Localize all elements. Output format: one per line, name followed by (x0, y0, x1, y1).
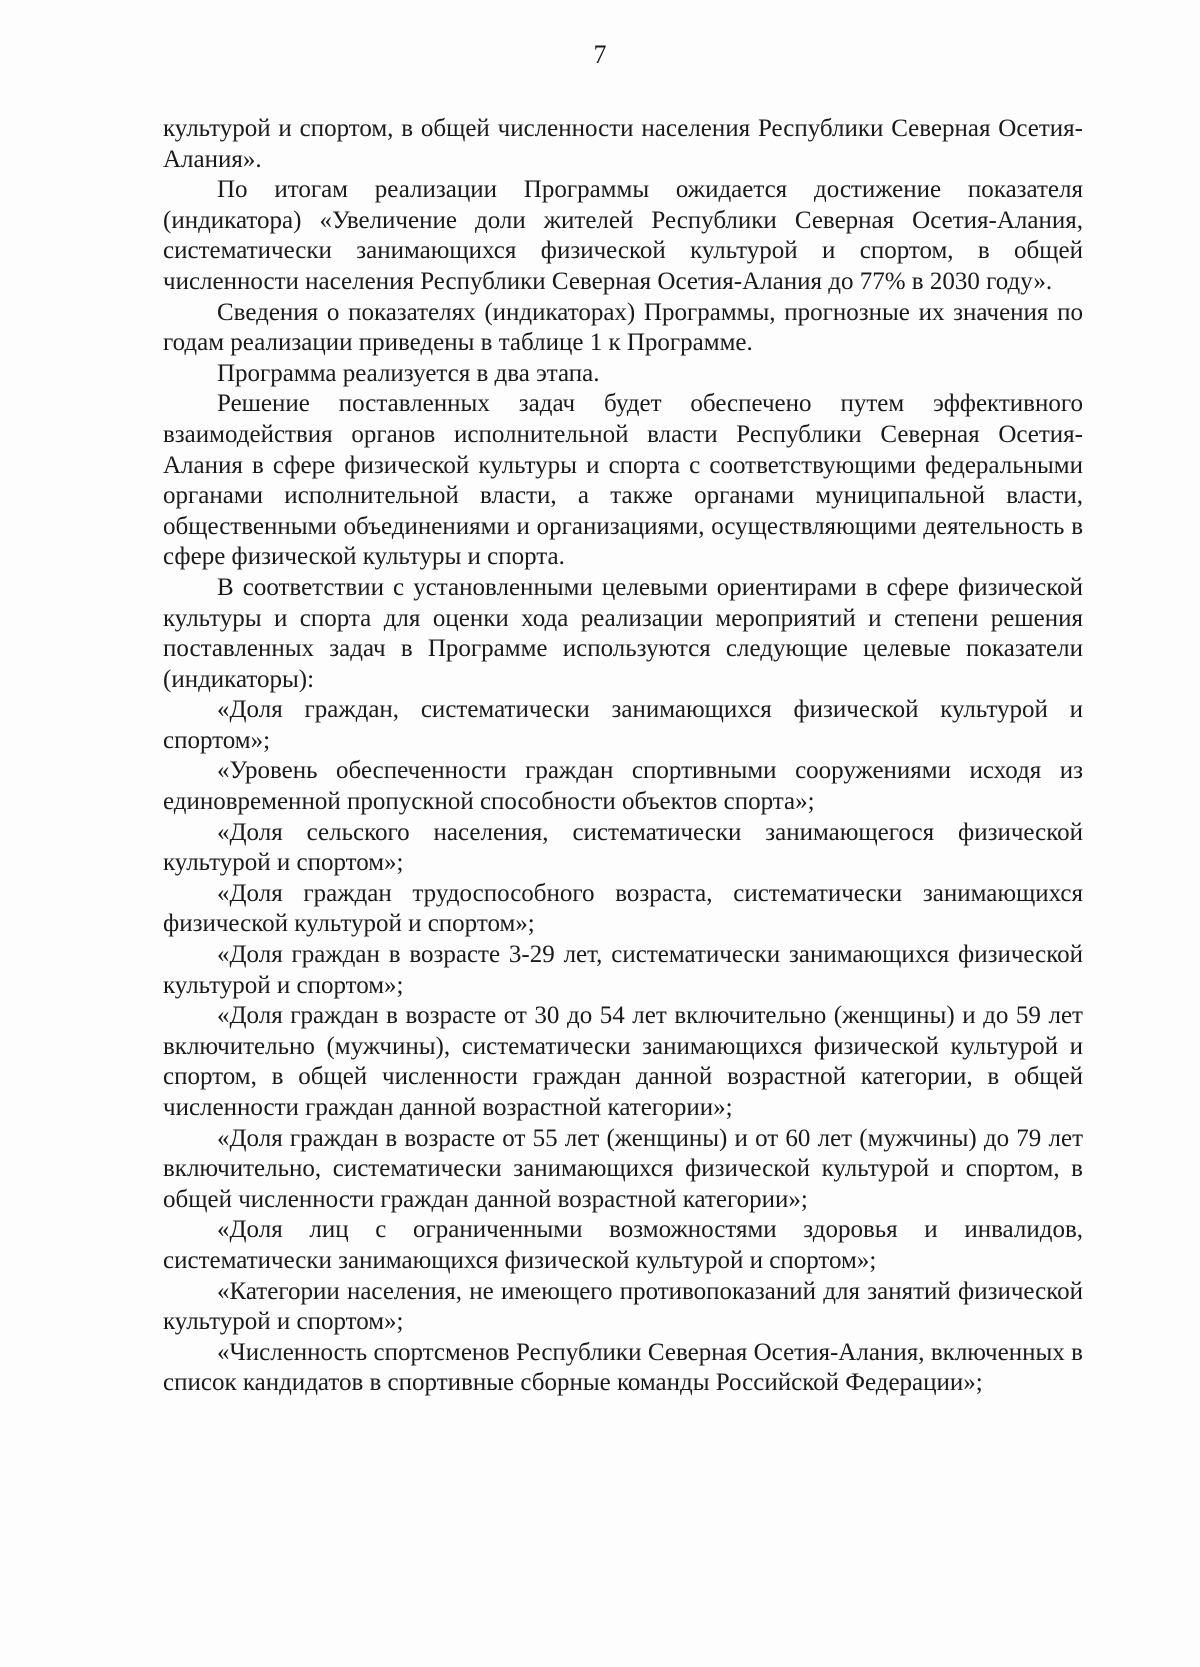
indicator-item: «Категории населения, не имеющего противопоказаний для занятий физической культурой и спортом»; (163, 1277, 1083, 1336)
indicator-item: «Доля граждан трудоспособного возраста, систематически занимающихся физической культурой и спортом»; (163, 879, 1083, 938)
page-number: 7 (593, 40, 607, 69)
indicator-item: «Уровень обеспеченности граждан спортивными сооружениями исходя из единовременной пропускной способности объектов спорта»; (163, 757, 1083, 816)
indicator-item: «Доля граждан в возрасте от 55 лет (женщины) и от 60 лет (мужчины) до 79 лет включительно, систематически занимающихся физической культурой и спортом, в общей численности граждан данной возрастной категории»; (163, 1124, 1083, 1213)
indicator-item: «Численность спортсменов Республики Северная Осетия-Алания, включенных в список кандидатов в спортивные сборные команды Российской Федерации»; (163, 1338, 1083, 1397)
indicator-item: «Доля граждан в возрасте от 30 до 54 лет включительно (женщины) и до 59 лет включительно (мужчины), систематически занимающихся физической культурой и спортом, в общей численности граждан данной возрастной категории, в общей численности граждан данной возрастной категории»; (163, 1002, 1083, 1121)
document-body (163, 114, 1083, 1399)
indicator-item: «Доля граждан в возрасте 3-29 лет, систематически занимающихся физической культурой и спортом»; (163, 941, 1083, 999)
paragraph: культурой и спортом, в общей численности населения Республики Северная Осетия-Алания». (163, 115, 1083, 173)
paragraph: В соответствии с установленными целевыми ориентирами в сфере физической культуры и спорта для оценки хода реализации мероприятий и степени решения поставленных задач в Программе используются следующие целевые показатели (индикаторы): (163, 573, 1083, 693)
paragraph: Сведения о показателях (индикаторах) Программы, прогнозные их значения по годам реализации приведены в таблице 1 к Программе. (163, 298, 1083, 357)
indicator-item: «Доля лиц с ограниченными возможностями здоровья и инвалидов, систематически занимающихся физической культурой и спортом»; (163, 1216, 1083, 1274)
paragraph: По итогам реализации Программы ожидается достижение показателя (индикатора) «Увеличение доли жителей Республики Северная Осетия-Алания, систематически занимающихся физической культурой и спортом, в общей численности населения Республики Северная Осетия-Алания до 77% в 2030 году». (163, 176, 1083, 295)
indicator-item: «Доля сельского населения, систематически занимающегося физической культурой и спортом»; (163, 818, 1083, 877)
paragraph: Программа реализуется в два этапа. (217, 359, 600, 387)
paragraph: Решение поставленных задач будет обеспечено путем эффективного взаимодействия органов исполнительной власти Республики Северная Осетия-Алания в сфере физической культуры и спорта с соответствующими федеральными органами исполнительной власти, а также органами муниципальной власти, общественными объединениями и организациями, осуществляющими деятельность в сфере физической культуры и спорта. (163, 390, 1083, 571)
indicator-item: «Доля граждан, систематически занимающихся физической культурой и спортом»; (163, 696, 1083, 754)
